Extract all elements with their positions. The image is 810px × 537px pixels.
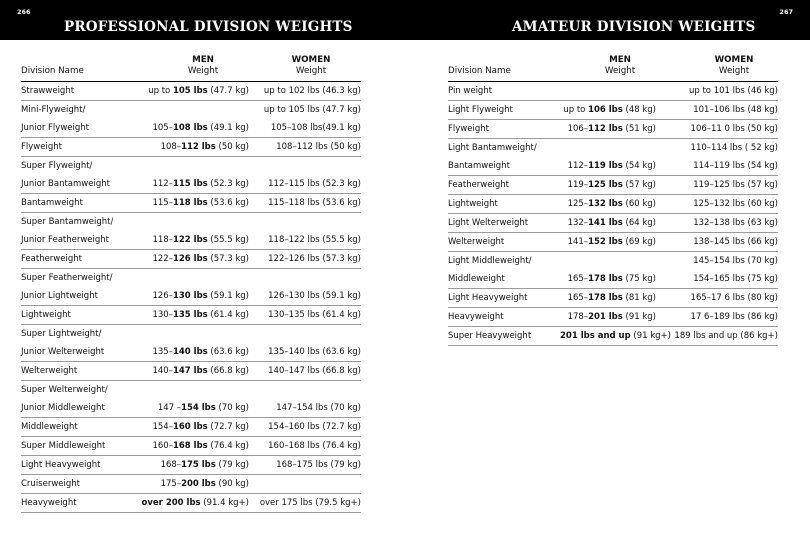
table-row — [448, 157, 778, 176]
men-weight-bold: 152 lbs — [588, 237, 623, 247]
men-weight-prefix: 105– — [152, 123, 173, 133]
men-weight-bold: 115 lbs — [172, 179, 208, 189]
division-name: Mini-Flyweight/ — [21, 105, 86, 115]
men-weight-suffix: (91 kg+) — [630, 331, 671, 341]
men-weight-prefix: 119– — [567, 180, 589, 190]
right-title-banner — [405, 0, 810, 40]
men-weight — [131, 381, 253, 400]
division-name: Light Heavyweight — [21, 456, 131, 475]
division-name: Strawweight — [21, 82, 131, 101]
division-name: Junior Middleweight — [21, 399, 131, 418]
division-name: Cruiserweight — [21, 475, 131, 494]
division-name: Light Flyweight — [448, 101, 560, 120]
women-weight — [253, 475, 361, 494]
men-weight — [560, 195, 660, 214]
men-weight — [131, 343, 253, 362]
women-weight: 189 lbs and up (86 kg+) — [660, 327, 778, 346]
men-weight-prefix: 125– — [567, 199, 589, 209]
women-weight — [253, 381, 361, 400]
division-name: Light Middleweight/ — [448, 256, 532, 266]
men-weight-bold: 112 lbs — [588, 124, 623, 134]
left-page-number: 266 — [17, 8, 31, 16]
table-row — [21, 82, 361, 101]
men-weight-bold: 141 lbs — [588, 218, 623, 228]
men-weight-bold: 175 lbs — [181, 460, 216, 470]
amateur-weights-table — [448, 55, 778, 346]
left-title-banner — [0, 0, 405, 40]
division-name: Light Welterweight — [448, 214, 560, 233]
division-name: Flyweight — [448, 120, 560, 139]
men-weight-bold: 108 lbs — [172, 123, 208, 133]
women-weight: up to 102 lbs (46.3 kg) — [253, 82, 361, 101]
men-weight — [131, 82, 253, 101]
women-weight: 135–140 lbs (63.6 kg) — [253, 343, 361, 362]
men-weight-prefix: up to — [148, 86, 173, 96]
women-weight: 132–138 lbs (63 kg) — [660, 214, 778, 233]
table-row — [21, 306, 361, 325]
women-weight: 154–160 lbs (72.7 kg) — [253, 418, 361, 437]
women-weight: 119–125 lbs (57 kg) — [660, 176, 778, 195]
table-row — [21, 343, 361, 362]
men-weight-bold: 106 lbs — [588, 105, 623, 115]
women-weight: 114–119 lbs (54 kg) — [660, 157, 778, 176]
men-weight — [560, 176, 660, 195]
men-weight-prefix: 141– — [567, 237, 589, 247]
table-row — [448, 101, 778, 120]
division-name: Welterweight — [21, 362, 131, 381]
table-row — [21, 175, 361, 194]
women-weight-header: WOMEN Weight — [660, 55, 778, 82]
men-weight — [560, 270, 660, 289]
men-weight-bold: 125 lbs — [588, 180, 623, 190]
men-weight-suffix: (53.6 kg) — [207, 198, 249, 208]
men-weight — [131, 175, 253, 194]
women-weight — [253, 213, 361, 232]
right-page — [405, 0, 810, 537]
men-weight — [131, 475, 253, 494]
men-weight-bold: 122 lbs — [172, 235, 208, 245]
men-weight-prefix: 118– — [152, 235, 173, 245]
men-weight-suffix: (63.6 kg) — [207, 347, 249, 357]
men-weight-suffix: (48 kg) — [622, 105, 656, 115]
men-weight-prefix: 178– — [567, 312, 589, 322]
men-weight — [131, 101, 253, 120]
men-weight-prefix: 168– — [160, 460, 182, 470]
right-page-title: AMATEUR DIVISION WEIGHTS — [512, 19, 756, 35]
division-name: Super Middleweight — [21, 437, 131, 456]
division-name: Super Bantamweight/ — [21, 217, 114, 227]
men-weight-suffix: (54 kg) — [622, 161, 656, 171]
men-weight-suffix: (47.7 kg) — [207, 86, 249, 96]
men-weight-prefix: 165– — [567, 274, 589, 284]
men-weight-bold: 201 lbs — [588, 312, 623, 322]
men-weight — [131, 437, 253, 456]
men-weight-prefix: 112– — [152, 179, 173, 189]
men-weight-bold: 126 lbs — [172, 254, 208, 264]
men-weight-prefix: 175– — [160, 479, 182, 489]
men-weight — [131, 494, 253, 513]
men-weight — [131, 231, 253, 250]
men-weight-bold: 178 lbs — [588, 274, 623, 284]
women-weight: 138–145 lbs (66 kg) — [660, 233, 778, 252]
men-weight-bold: 147 lbs — [172, 366, 208, 376]
professional-weights-table — [21, 55, 361, 513]
division-name: Welterweight — [448, 233, 560, 252]
table-row — [21, 119, 361, 138]
men-weight — [131, 306, 253, 325]
men-weight-prefix: 122– — [152, 254, 173, 264]
men-weight-prefix: 135– — [152, 347, 173, 357]
division-name: Bantamweight — [448, 157, 560, 176]
table-row — [21, 325, 361, 344]
men-weight — [131, 250, 253, 269]
men-weight-suffix: (50 kg) — [215, 142, 249, 152]
table-row — [448, 270, 778, 289]
men-weight-bold: 119 lbs — [588, 161, 623, 171]
table-row — [448, 327, 778, 346]
men-weight-prefix: 165– — [567, 293, 589, 303]
men-weight-prefix: 126– — [152, 291, 173, 301]
men-weight-suffix: (75 kg) — [622, 274, 656, 284]
division-name: Junior Welterweight — [21, 343, 131, 362]
men-weight-suffix: (72.7 kg) — [207, 422, 249, 432]
women-weight-header: WOMEN Weight — [253, 55, 361, 82]
men-weight — [131, 269, 253, 288]
left-page-title: PROFESSIONAL DIVISION WEIGHTS — [64, 19, 353, 35]
women-weight: 17 6–189 lbs (86 kg) — [660, 308, 778, 327]
division-name-header: Division Name — [448, 55, 560, 82]
table-row — [448, 252, 778, 271]
men-weight-prefix: 160– — [152, 441, 173, 451]
women-weight: 140–147 lbs (66.8 kg) — [253, 362, 361, 381]
women-weight: up to 101 lbs (46 kg) — [660, 82, 778, 101]
men-weight-bold: 201 lbs and up — [560, 331, 631, 341]
men-weight-bold: 112 lbs — [181, 142, 216, 152]
women-weight: 118–122 lbs (55.5 kg) — [253, 231, 361, 250]
men-weight — [131, 418, 253, 437]
division-name: Junior Featherweight — [21, 231, 131, 250]
men-weight-suffix: (76.4 kg) — [207, 441, 249, 451]
men-weight — [131, 213, 253, 232]
men-weight-prefix: 140– — [152, 366, 173, 376]
men-weight — [131, 194, 253, 213]
men-weight-bold: 118 lbs — [172, 198, 208, 208]
women-weight: 112–115 lbs (52.3 kg) — [253, 175, 361, 194]
division-name: Middleweight — [21, 418, 131, 437]
division-name: Super Welterweight/ — [21, 385, 108, 395]
men-weight-suffix: (55.5 kg) — [207, 235, 249, 245]
men-weight-prefix: 132– — [567, 218, 589, 228]
men-weight-prefix: 112– — [567, 161, 589, 171]
men-weight-bold: 178 lbs — [588, 293, 623, 303]
table-row — [21, 194, 361, 213]
table-row — [21, 287, 361, 306]
table-row — [21, 381, 361, 400]
men-weight — [560, 233, 660, 252]
men-weight-bold: 130 lbs — [172, 291, 208, 301]
men-weight-bold: 105 lbs — [172, 86, 208, 96]
table-row — [21, 269, 361, 288]
division-name: Featherweight — [21, 250, 131, 269]
table-row — [448, 120, 778, 139]
men-weight — [560, 327, 671, 346]
right-page-number: 267 — [779, 8, 793, 16]
table-row — [448, 214, 778, 233]
men-weight — [131, 456, 253, 475]
men-weight — [131, 362, 253, 381]
men-weight — [131, 399, 253, 418]
women-weight — [253, 157, 361, 176]
men-weight — [560, 82, 660, 101]
table-row — [21, 213, 361, 232]
men-weight-suffix: (70 kg) — [215, 403, 249, 413]
men-weight-suffix: (91 kg) — [622, 312, 656, 322]
division-name: Light Heavyweight — [448, 289, 560, 308]
women-weight: 147–154 lbs (70 kg) — [253, 399, 361, 418]
division-name: Featherweight — [448, 176, 560, 195]
men-weight-suffix: (60 kg) — [622, 199, 656, 209]
men-weight-bold: 132 lbs — [588, 199, 623, 209]
men-weight — [560, 139, 660, 158]
table-row — [21, 231, 361, 250]
division-name: Heavyweight — [448, 308, 560, 327]
men-weight — [560, 120, 660, 139]
men-weight-suffix: (51 kg) — [622, 124, 656, 134]
division-name: Bantamweight — [21, 194, 131, 213]
men-weight-suffix: (81 kg) — [622, 293, 656, 303]
men-weight-bold: 135 lbs — [172, 310, 208, 320]
women-weight: 154–165 lbs (75 kg) — [660, 270, 778, 289]
table-row — [21, 138, 361, 157]
men-weight — [560, 157, 660, 176]
men-weight-bold: 154 lbs — [181, 403, 216, 413]
women-weight: 115–118 lbs (53.6 kg) — [253, 194, 361, 213]
men-weight-prefix: 115– — [152, 198, 173, 208]
men-weight-prefix: 130– — [152, 310, 173, 320]
men-weight — [560, 101, 660, 120]
men-weight — [560, 214, 660, 233]
table-row — [21, 494, 361, 513]
men-weight-suffix: (49.1 kg) — [207, 123, 249, 133]
men-weight-suffix: (57 kg) — [622, 180, 656, 190]
women-weight: 168–175 lbs (79 kg) — [253, 456, 361, 475]
women-weight: 125–132 lbs (60 kg) — [660, 195, 778, 214]
women-weight: 122–126 lbs (57.3 kg) — [253, 250, 361, 269]
men-weight — [131, 157, 253, 176]
men-weight-bold: over 200 lbs — [141, 498, 201, 508]
men-weight — [131, 325, 253, 344]
women-weight: 145–154 lbs (70 kg) — [693, 256, 778, 266]
men-weight-suffix: (59.1 kg) — [207, 291, 249, 301]
men-weight — [560, 252, 660, 271]
table-row — [21, 101, 361, 120]
men-weight-header: MEN Weight — [560, 55, 660, 82]
men-weight-suffix: (57.3 kg) — [207, 254, 249, 264]
table-header-row — [21, 55, 361, 82]
men-weight-prefix: 147 – — [157, 403, 182, 413]
men-weight — [131, 138, 253, 157]
women-weight — [253, 325, 361, 344]
men-weight-suffix: (91.4 kg+) — [200, 498, 249, 508]
women-weight: 110–114 lbs ( 52 kg) — [690, 143, 778, 153]
women-weight: 126–130 lbs (59.1 kg) — [253, 287, 361, 306]
division-name: Middleweight — [448, 270, 560, 289]
men-weight-suffix: (64 kg) — [622, 218, 656, 228]
women-weight: 105–108 lbs(49.1 kg) — [253, 119, 361, 138]
women-weight: 101–106 lbs (48 kg) — [660, 101, 778, 120]
table-row — [448, 139, 778, 158]
table-row — [448, 176, 778, 195]
table-row — [448, 82, 778, 101]
women-weight — [253, 269, 361, 288]
division-name: Super Lightweight/ — [21, 329, 102, 339]
division-name: Lightweight — [448, 195, 560, 214]
men-weight-suffix: (69 kg) — [622, 237, 656, 247]
men-weight-bold: 200 lbs — [181, 479, 216, 489]
division-name: Flyweight — [21, 138, 131, 157]
women-weight: 130–135 lbs (61.4 kg) — [253, 306, 361, 325]
men-weight-bold: 168 lbs — [172, 441, 208, 451]
division-name: Junior Bantamweight — [21, 175, 131, 194]
men-weight-suffix: (52.3 kg) — [207, 179, 249, 189]
table-row — [448, 195, 778, 214]
division-name: Super Featherweight/ — [21, 273, 113, 283]
division-name: Super Flyweight/ — [21, 161, 93, 171]
men-weight-bold: 160 lbs — [172, 422, 208, 432]
women-weight: 165–17 6 lbs (80 kg) — [660, 289, 778, 308]
women-weight: 106–11 0 lbs (50 kg) — [660, 120, 778, 139]
men-weight-header: MEN Weight — [131, 55, 253, 82]
table-header-row — [448, 55, 778, 82]
table-row — [21, 157, 361, 176]
men-weight-suffix: (61.4 kg) — [207, 310, 249, 320]
table-row — [21, 250, 361, 269]
division-name: Pin weight — [448, 82, 560, 101]
women-weight: over 175 lbs (79.5 kg+) — [253, 494, 361, 513]
women-weight: 108–112 lbs (50 kg) — [253, 138, 361, 157]
division-name: Heavyweight — [21, 494, 131, 513]
men-weight-bold: 140 lbs — [172, 347, 208, 357]
table-row — [21, 418, 361, 437]
table-row — [21, 475, 361, 494]
table-row — [448, 308, 778, 327]
table-row — [21, 362, 361, 381]
men-weight — [560, 289, 660, 308]
men-weight-prefix: 106– — [567, 124, 589, 134]
men-weight — [131, 119, 253, 138]
division-name: Lightweight — [21, 306, 131, 325]
men-weight-suffix: (79 kg) — [215, 460, 249, 470]
men-weight-suffix: (90 kg) — [215, 479, 249, 489]
division-name: Super Heavyweight — [448, 327, 560, 346]
women-weight: 160–168 lbs (76.4 kg) — [253, 437, 361, 456]
table-row — [21, 437, 361, 456]
men-weight-prefix: up to — [563, 105, 589, 115]
table-row — [21, 399, 361, 418]
table-row — [448, 233, 778, 252]
men-weight — [131, 287, 253, 306]
division-name: Junior Lightweight — [21, 287, 131, 306]
division-name: Light Bantamweight/ — [448, 143, 537, 153]
women-weight: up to 105 lbs (47.7 kg) — [263, 105, 361, 115]
men-weight — [560, 308, 660, 327]
division-name-header: Division Name — [21, 55, 131, 82]
table-row — [21, 456, 361, 475]
division-name: Junior Flyweight — [21, 119, 131, 138]
men-weight-prefix: 154– — [152, 422, 173, 432]
men-weight-prefix: 108– — [160, 142, 182, 152]
men-weight-suffix: (66.8 kg) — [207, 366, 249, 376]
table-row — [448, 289, 778, 308]
